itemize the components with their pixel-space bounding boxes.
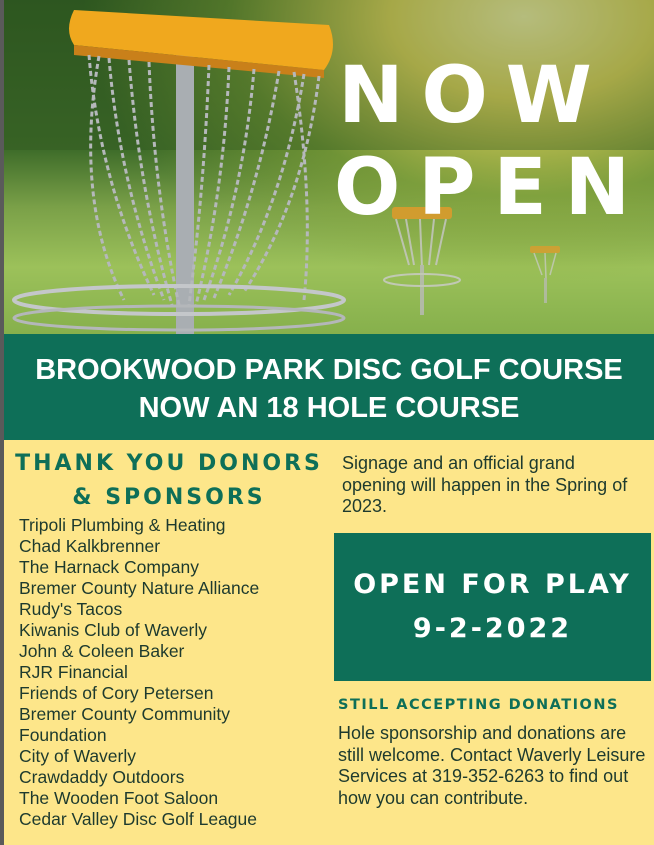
list-item: Kiwanis Club of Waverly xyxy=(19,620,208,640)
list-item: The Wooden Foot Saloon xyxy=(19,788,219,808)
headline-now: NOW xyxy=(338,51,610,141)
open-for-play-box xyxy=(334,533,651,681)
page-edge xyxy=(0,0,4,845)
list-item: Cedar Valley Disc Golf League xyxy=(19,809,257,829)
list-item: Tripoli Plumbing & Heating xyxy=(19,515,226,535)
open-for-play-label: OPEN FOR PLAY xyxy=(353,569,632,600)
list-item: City of Waverly xyxy=(19,746,137,766)
hero-photo xyxy=(4,0,654,334)
banner-line-2: NOW AN 18 HOLE COURSE xyxy=(138,392,520,424)
donors-heading-line-2: & SPONSORS xyxy=(72,485,266,510)
donations-heading: STILL ACCEPTING DONATIONS xyxy=(338,697,619,713)
list-item: Bremer County Community xyxy=(19,704,231,724)
list-item: Chad Kalkbrenner xyxy=(19,536,161,556)
list-item: Friends of Cory Petersen xyxy=(19,683,214,703)
list-item: The Harnack Company xyxy=(19,557,199,577)
list-item: John & Coleen Baker xyxy=(19,641,185,661)
course-banner xyxy=(4,334,654,440)
distant-basket xyxy=(530,246,560,303)
donors-heading-line-1: THANK YOU DONORS xyxy=(15,451,323,476)
donations-body: Hole sponsorship and donations are still welcome. Contact Waverly Leisure Services at 319-352-6263 to find out how you can contribute. xyxy=(338,723,646,808)
list-item: Rudy's Tacos xyxy=(19,599,123,619)
donor-list xyxy=(19,515,259,830)
list-item: Bremer County Nature Alliance xyxy=(19,578,260,598)
headline-open: OPEN xyxy=(334,143,649,233)
open-date: 9-2-2022 xyxy=(412,613,573,644)
list-item: Foundation xyxy=(19,725,107,745)
list-item: RJR Financial xyxy=(19,662,128,682)
now-open-headline xyxy=(334,50,649,234)
donors-heading xyxy=(14,447,324,515)
banner-line-1: BROOKWOOD PARK DISC GOLF COURSE xyxy=(35,354,623,386)
list-item: Crawdaddy Outdoors xyxy=(19,767,185,787)
grand-opening-note: Signage and an official grand opening will happen in the Spring of 2023. xyxy=(342,453,628,516)
